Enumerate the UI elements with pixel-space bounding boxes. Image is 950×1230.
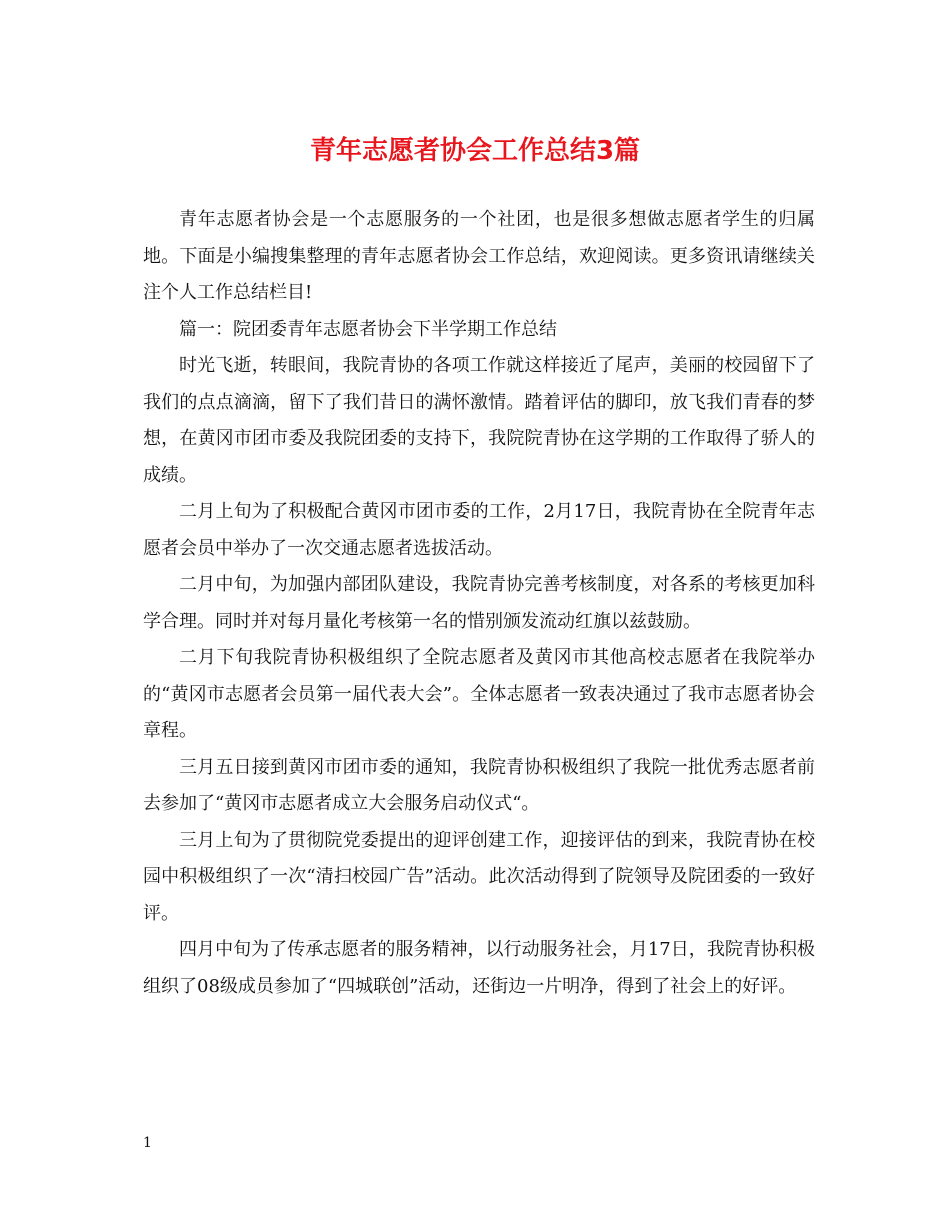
- paragraph-intro: 青年志愿者协会是一个志愿服务的一个社团，也是很多想做志愿者学生的归属地。下面是小编搜集整理的青年志愿者协会工作总结，欢迎阅读。更多资讯请继续关注个人工作总结栏目!: [143, 209, 815, 303]
- document-title: 青年志愿者协会工作总结3篇: [309, 136, 641, 166]
- paragraph: 三月上旬为了贯彻院党委提出的迎评创建工作，迎接评估的到来，我院青协在校园中积极组织了一次“清扫校园广告”活动。此次活动得到了院领导及院团委的一致好评。: [143, 829, 815, 924]
- section-heading: 篇一：院团委青年志愿者协会下半学期工作总结: [179, 318, 557, 340]
- paragraph: 三月五日接到黄冈市团市委的通知，我院青协积极组织了我院一批优秀志愿者前去参加了“黄冈市志愿者成立大会服务启动仪式“。: [143, 756, 815, 814]
- paragraph: 二月下旬我院青协积极组织了全院志愿者及黄冈市其他高校志愿者在我院举办的“黄冈市志愿者会员第一届代表大会”。全体志愿者一致表决通过了我市志愿者协会章程。: [143, 647, 815, 741]
- document-body: [143, 202, 815, 1005]
- paragraph: 时光飞逝，转眼间，我院青协的各项工作就这样接近了尾声，美丽的校园留下了我们的点点滴滴，留下了我们昔日的满怀激情。踏着评估的脚印，放飞我们青春的梦想，在黄冈市团市委及我院团委的支持下，我院院青协在这学期的工作取得了骄人的成绩。: [143, 355, 815, 486]
- paragraph: 二月中旬，为加强内部团队建设，我院青协完善考核制度，对各系的考核更加科学合理。同时并对每月量化考核第一名的惜别颁发流动红旗以兹鼓励。: [143, 574, 815, 632]
- paragraph: 四月中旬为了传承志愿者的服务精神，以行动服务社会，月17日，我院青协积极组织了08级成员参加了“四城联创”活动，还街边一片明净，得到了社会上的好评。: [143, 939, 815, 997]
- page-number: 1: [143, 1135, 152, 1151]
- paragraph: 二月上旬为了积极配合黄冈市团市委的工作，2月17日，我院青协在全院青年志愿者会员中举办了一次交通志愿者选拔活动。: [143, 501, 815, 559]
